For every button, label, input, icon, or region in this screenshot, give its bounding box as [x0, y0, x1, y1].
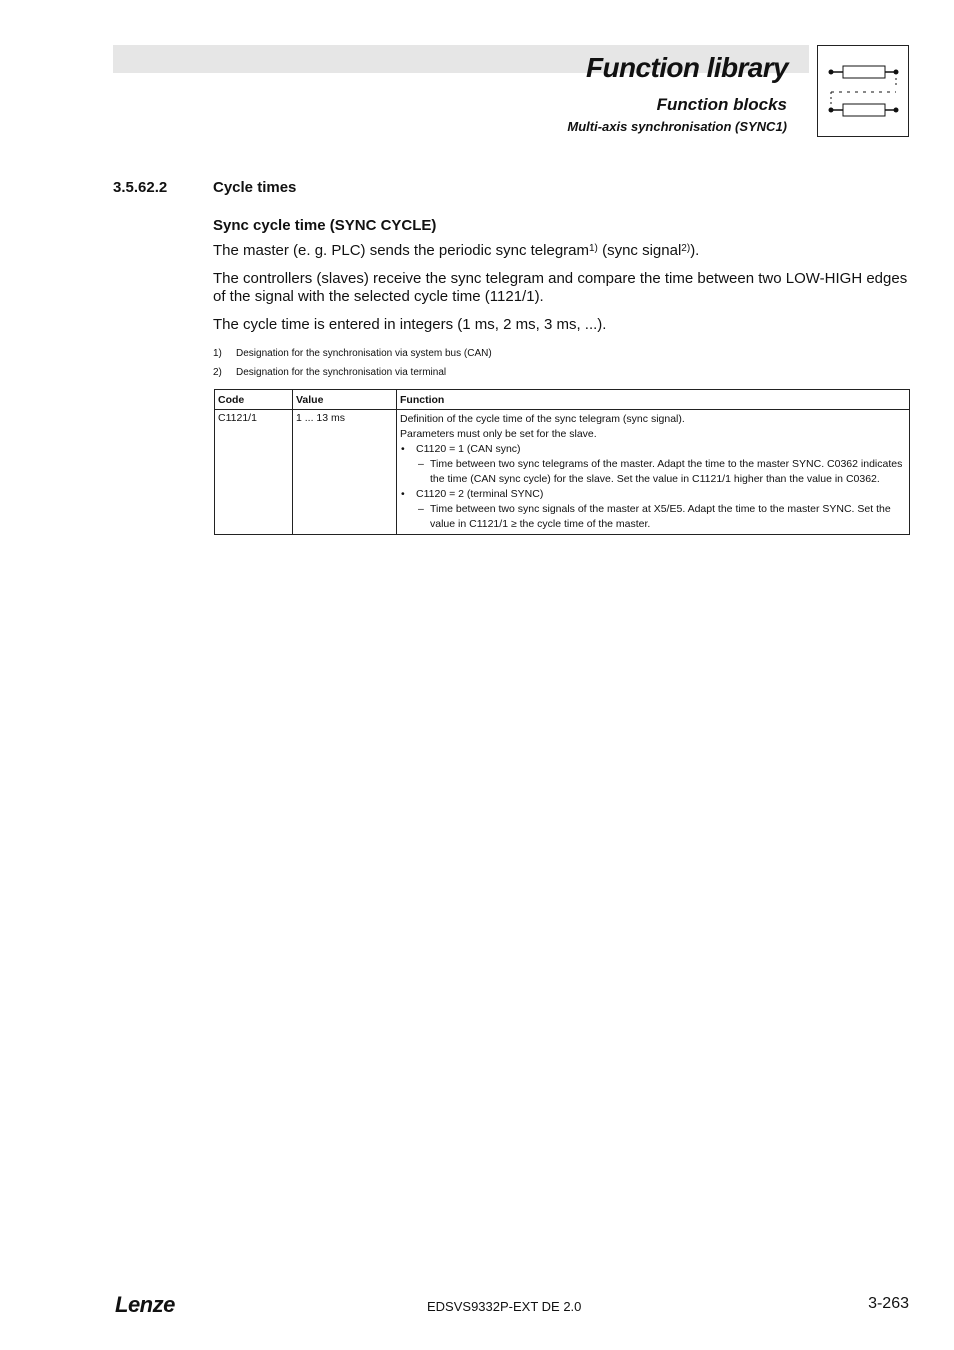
- page-subtitle: Function blocks: [656, 95, 787, 114]
- cell-value: 1 ... 13 ms: [293, 410, 397, 535]
- paragraph-1: The master (e. g. PLC) sends the periodic sync telegram$^{1)}$ (sync signal$^{2)}$).: [213, 242, 700, 259]
- footnote: 1) Designation for the synchronisation via system bus (CAN): [213, 348, 492, 359]
- document-code: EDSVS9332P-EXT DE 2.0: [427, 1299, 582, 1314]
- parameter-table: [214, 389, 910, 535]
- column-header-value: Value: [293, 390, 397, 410]
- footnote-ref-1: 1): [589, 243, 598, 254]
- list-item: – Time between two sync signals of the master at X5/E5. Adapt the time to the master SYNC. Set the value in C1121/1 ≥ the cycle time of the master.: [400, 502, 906, 532]
- list-item: – Time between two sync telegrams of the master. Adapt the time to the master SYNC. C0362 indicates the time (CAN sync cycle) for the slave. Set the value in C1121/1 higher than the value in C0362.: [400, 457, 906, 487]
- column-header-code: Code: [215, 390, 293, 410]
- footnote-ref-2: 2): [681, 243, 691, 254]
- cell-code: C1121/1: [215, 410, 293, 535]
- page-title: Function library: [586, 52, 788, 83]
- paragraph-3: The cycle time is entered in integers (1 ms, 2 ms, 3 ms, ...).: [213, 316, 607, 333]
- table-row: [215, 410, 910, 535]
- table-header-row: [215, 390, 910, 410]
- column-header-function: Function: [397, 390, 910, 410]
- footnotes: [213, 344, 913, 382]
- list-item: • C1120 = 2 (terminal SYNC): [400, 487, 906, 502]
- page-subsubtitle: Multi-axis synchronisation (SYNC1): [567, 119, 787, 134]
- content-body: [213, 217, 913, 382]
- list-item: • C1120 = 1 (CAN sync): [400, 442, 906, 457]
- cell-function: Definition of the cycle time of the sync telegram (sync signal). Parameters must only be set for the slave. • C1120 = 1 (CAN sync) – Time between two sync telegrams of the master. Adapt the time to the master SYNC. C0362 indicates the time (CAN sync cycle) for the slave. Set the value in C1121/1 higher than the value in C0362. • C1120 = 2 (terminal SYNC) – Time between two sync signals of the master at X5/E5. Adapt the time to the master SYNC. Set the value in C1121/1 ≥ the cycle time of the master.: [397, 410, 910, 535]
- paragraph-2: The controllers (slaves) receive the sync telegram and compare the time between two LOW-HIGH edges of the signal with the selected cycle time (1121/1).: [213, 270, 908, 305]
- subheading: Sync cycle time (SYNC CYCLE): [213, 217, 437, 234]
- lenze-logo: Lenze: [115, 1292, 175, 1317]
- footnote: 2) Designation for the synchronisation via terminal: [213, 367, 447, 378]
- section-title: Cycle times: [213, 179, 297, 196]
- function-block-diagram-icon: [817, 45, 909, 137]
- page-number: 3-263: [868, 1295, 909, 1312]
- section-number: 3.5.62.2: [113, 179, 168, 196]
